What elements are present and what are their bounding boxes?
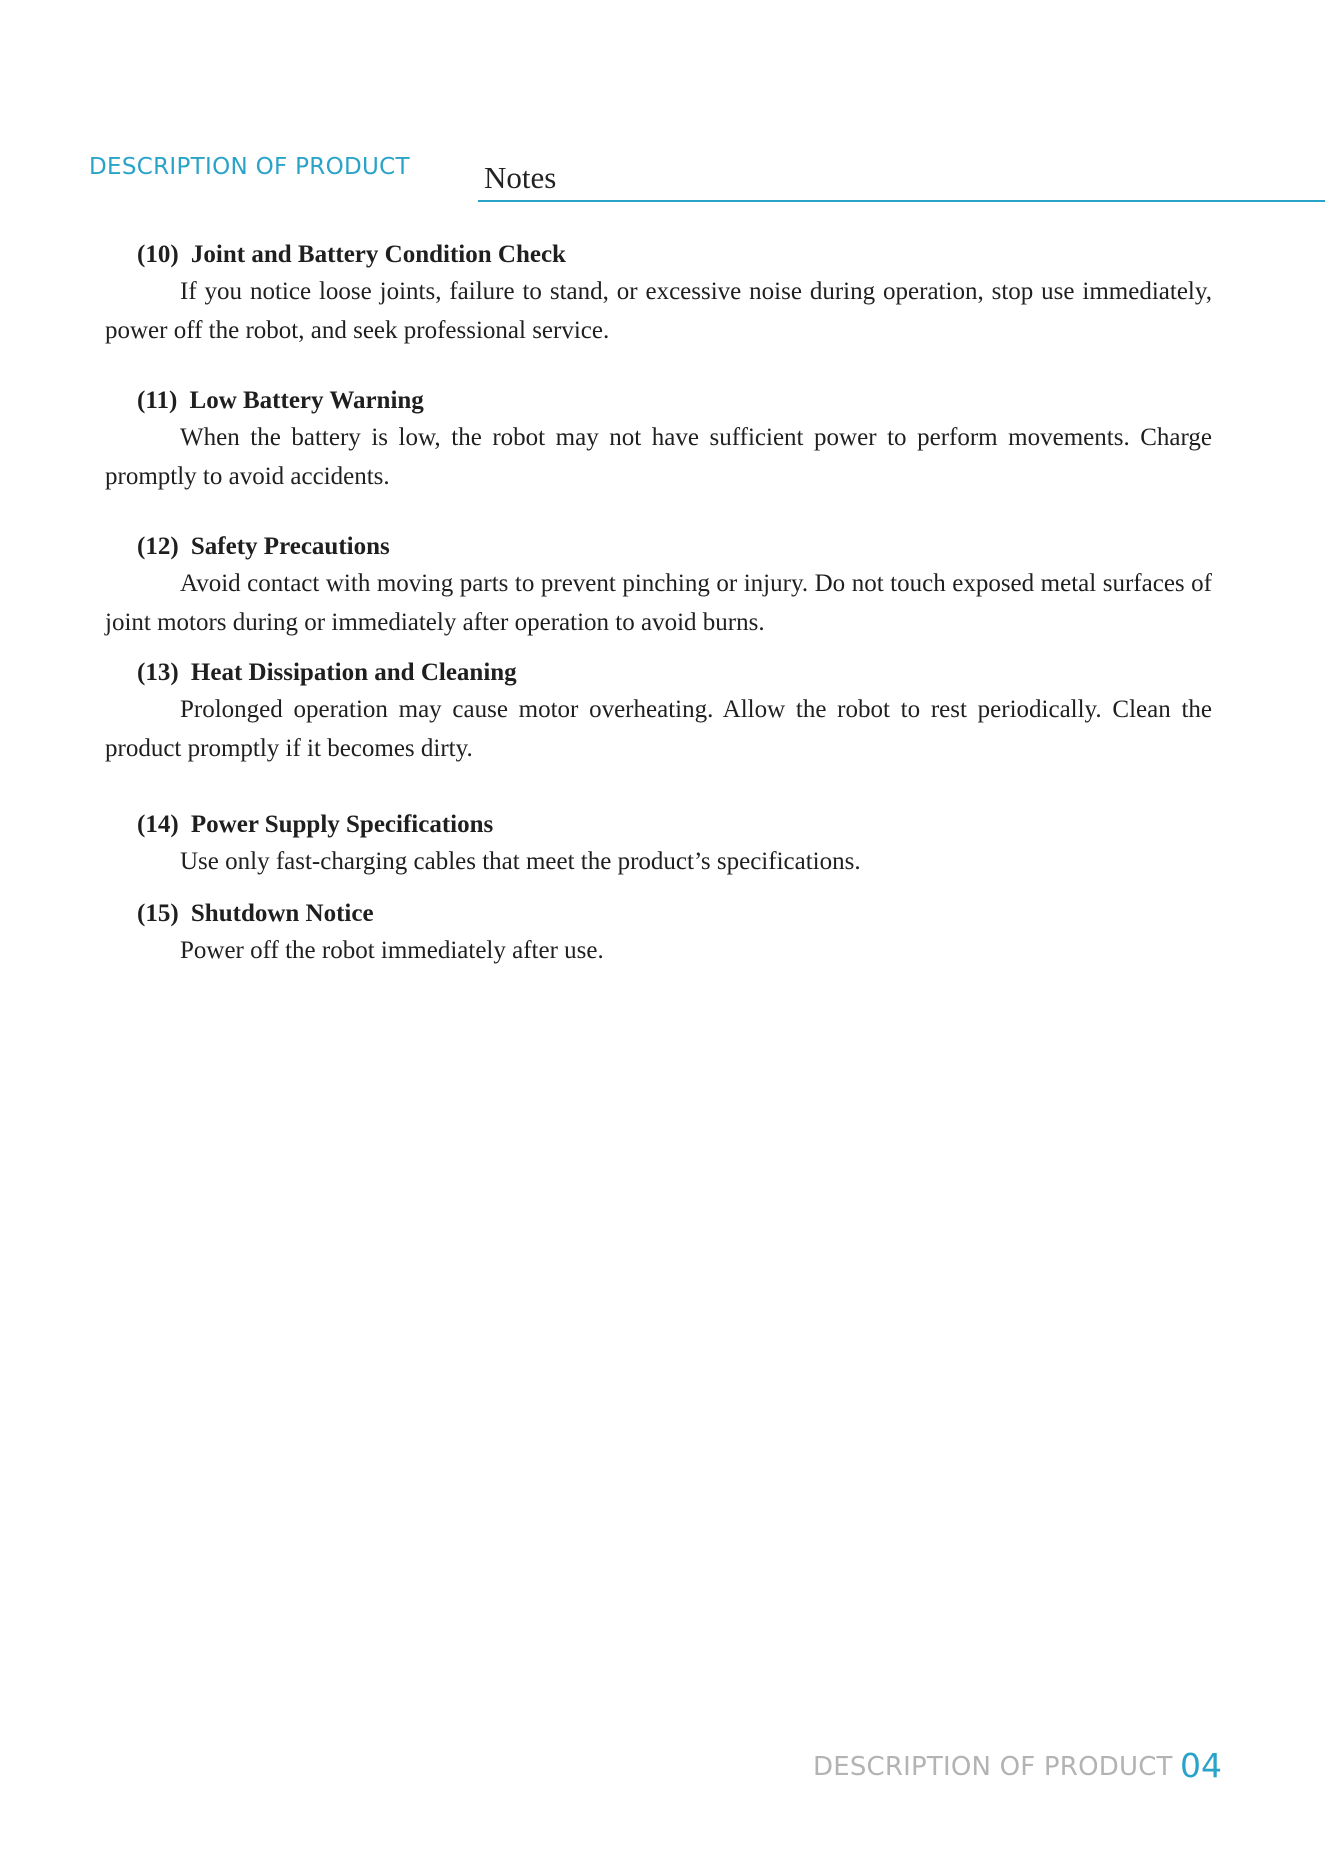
notes-list <box>105 238 1212 970</box>
note-item <box>105 238 1212 350</box>
note-number: (11) <box>137 387 178 414</box>
note-title: Heat Dissipation and Cleaning <box>190 659 517 686</box>
note-body: Use only fast-charging cables that meet the product’s specifications. <box>180 848 861 875</box>
note-number: (12) <box>137 533 179 560</box>
header-divider <box>478 200 1325 202</box>
note-number: (14) <box>137 811 179 838</box>
note-number: (15) <box>137 900 179 927</box>
footer-section-label: DESCRIPTION OF PRODUCT <box>813 1752 1173 1782</box>
note-body: Prolonged operation may cause motor overheating. Allow the robot to rest periodically. Clean the product promptly if it becomes dirty. <box>105 696 1212 762</box>
note-title: Safety Precautions <box>190 533 390 560</box>
note-item <box>105 530 1212 642</box>
note-body: Avoid contact with moving parts to prevent pinching or injury. Do not touch exposed metal surfaces of joint motors during or immediately after operation to avoid burns. <box>105 570 1212 636</box>
note-number: (10) <box>137 241 179 268</box>
note-item <box>105 808 1212 881</box>
note-title: Joint and Battery Condition Check <box>190 241 566 268</box>
page-number: 04 <box>1180 1746 1222 1785</box>
note-body: If you notice loose joints, failure to stand, or excessive noise during operation, stop use immediately, power off the robot, and seek professional service. <box>105 278 1212 344</box>
note-number: (13) <box>137 659 179 686</box>
note-heading <box>105 656 1212 690</box>
note-item <box>105 897 1212 970</box>
note-heading <box>105 897 1212 931</box>
page-title: Notes <box>484 160 557 195</box>
note-heading <box>105 384 1212 418</box>
note-title: Power Supply Specifications <box>190 811 494 838</box>
note-body: Power off the robot immediately after use. <box>180 937 604 964</box>
note-heading <box>105 808 1212 842</box>
note-item <box>105 656 1212 768</box>
note-body: When the battery is low, the robot may not have sufficient power to perform movements. Charge promptly to avoid accidents. <box>105 424 1212 490</box>
note-title: Shutdown Notice <box>190 900 374 927</box>
note-title: Low Battery Warning <box>189 387 424 414</box>
note-heading <box>105 238 1212 272</box>
note-item <box>105 384 1212 496</box>
note-heading <box>105 530 1212 564</box>
section-label: DESCRIPTION OF PRODUCT <box>89 154 410 180</box>
